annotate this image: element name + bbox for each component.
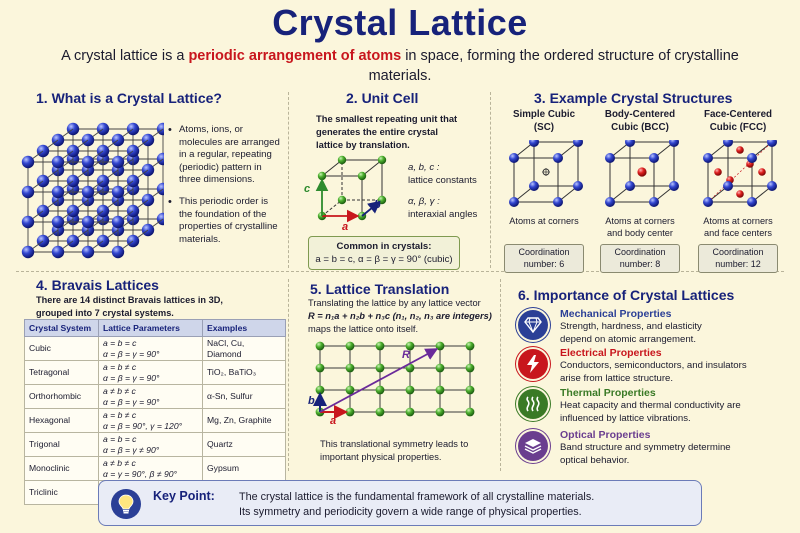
atom (82, 246, 94, 258)
atom (318, 172, 326, 180)
layers-icon (518, 431, 548, 461)
bullet: • This periodic order is the foundation of the properties of crystalline materials. (168, 196, 284, 246)
unit-cell-desc: The smallest repeating unit that generates the entire crystal lattice by translation. (316, 113, 458, 150)
s1-bullets (168, 124, 284, 255)
corner-atom (509, 153, 519, 163)
structure-cube-diagram (690, 140, 786, 212)
coordination-number-box (600, 244, 680, 273)
col-header: Examples (203, 320, 286, 337)
atom-position-note (496, 216, 592, 240)
vector-label-R: R (402, 349, 410, 361)
param-line2: α = γ = 90°, β ≠ 90° (103, 468, 177, 479)
param-line2: α = β = 90°, γ = 120° (103, 420, 183, 431)
corner-atom (767, 181, 777, 191)
coord-line2: number: 8 (619, 258, 661, 269)
corner-atom (669, 140, 679, 147)
face-center-atom (736, 190, 744, 198)
bravais-desc-line1: There are 14 distinct Bravais lattices in 3D, (36, 295, 223, 305)
axis-label-b: b (374, 199, 381, 211)
atom (112, 216, 124, 228)
translation-footnote (320, 438, 498, 464)
translation-desc-line3: maps the lattice onto itself. (308, 324, 419, 334)
lightbulb-icon (111, 489, 141, 519)
corner-atom (649, 153, 659, 163)
param-line1: a = b ≠ c (103, 410, 137, 420)
lattice-grid (316, 342, 475, 417)
atom (112, 186, 124, 198)
lattice-point (376, 342, 385, 351)
lattice-point (466, 408, 475, 417)
vector-label-b: b (308, 395, 315, 407)
structure-name-line2: Cubic (BCC) (611, 121, 669, 133)
angle-line1: α, β, γ : (408, 196, 440, 207)
atom-position-note (690, 216, 786, 240)
corner-atom (669, 181, 679, 191)
structure-name-line2: Cubic (FCC) (709, 121, 767, 133)
lattice-params-cell (99, 457, 203, 481)
intro-text (60, 46, 740, 86)
intro-highlight: periodic arrangement of atoms (188, 48, 402, 64)
crystal-system-cell: Tetragonal (25, 361, 99, 385)
lattice-point (346, 386, 355, 395)
corner-atom (649, 197, 659, 207)
bravais-desc-line2: grouped into 7 crystal systems. (36, 308, 174, 318)
atom-note-line1: Atoms at corners (509, 216, 579, 226)
corner-atom (703, 197, 713, 207)
atom (52, 186, 64, 198)
lattice-point (436, 386, 445, 395)
structure-card (496, 109, 592, 271)
corner-atom (625, 181, 635, 191)
coordination-number-box (504, 244, 584, 273)
common-crystals-box (308, 236, 460, 270)
lattice-point (346, 342, 355, 351)
key-line1: The crystal lattice is the fundamental framework of all crystalline materials. (239, 491, 595, 503)
atom (82, 156, 94, 168)
coord-line1: Coordination (712, 247, 764, 257)
crystal-system-cell: Monoclinic (25, 457, 99, 481)
table-row (25, 361, 286, 385)
lattice-point (466, 386, 475, 395)
desc-line2: depend on atomic arrangement. (560, 333, 696, 345)
lattice-point (406, 386, 415, 395)
common-eq: a = b = c, α = β = γ = 90° (cubic) (315, 254, 453, 265)
corner-atom (625, 140, 635, 147)
atom (52, 246, 64, 258)
atom-note-line1: Atoms at corners (605, 216, 675, 226)
key-line2: Its symmetry and periodicity govern a wide range of physical properties. (239, 506, 582, 518)
lattice-point (346, 364, 355, 373)
importance-heading: Electrical Properties (560, 347, 662, 359)
atom (358, 172, 366, 180)
lattice-params-cell (99, 361, 203, 385)
heat-waves-icon (518, 389, 548, 419)
angle-line2: interaxial angles (408, 209, 478, 220)
table-row (25, 337, 286, 361)
desc-line2: influenced by lattice vibrations. (560, 412, 691, 424)
translation-desc-line1: Translating the lattice by any lattice vector (308, 298, 481, 308)
atom-note-line2: and body center (607, 227, 673, 238)
diamond-icon (518, 310, 548, 340)
atom (22, 246, 34, 258)
section-title: 3. Example Crystal Structures (534, 90, 733, 106)
axis-label-a: a (342, 221, 349, 232)
examples-cell: Gypsum (203, 457, 286, 481)
face-center-atom (714, 168, 722, 176)
translation-foot-line1: This translational symmetry leads to (320, 439, 469, 449)
corner-atom (509, 197, 519, 207)
param-line1: a ≠ b ≠ c (103, 458, 136, 468)
atom (22, 186, 34, 198)
intro-before: A crystal lattice is a (61, 48, 189, 64)
body-center-atom (637, 167, 646, 176)
param-line2: α = β = γ = 90° (103, 348, 160, 359)
desc-line1: Heat capacity and thermal conductivity are (560, 400, 741, 411)
lattice-3d-diagram (14, 110, 164, 260)
lattice-point (436, 364, 445, 373)
atom (22, 156, 34, 168)
vector-label-a: a (330, 415, 337, 427)
desc-line1: Band structure and symmetry determine (560, 442, 731, 453)
divider (288, 92, 289, 268)
lattice-params-cell (99, 385, 203, 409)
corner-atom (573, 181, 583, 191)
const-line2: lattice constants (408, 175, 477, 186)
section-title: 1. What is a Crystal Lattice? (36, 90, 222, 106)
structure-cube-diagram (592, 140, 688, 212)
key-point-text (239, 490, 694, 520)
atom (52, 216, 64, 228)
crystal-system-cell: Orthorhombic (25, 385, 99, 409)
unit-cell-diagram (300, 152, 400, 232)
atom (378, 156, 386, 164)
atom (112, 246, 124, 258)
lattice-point (376, 408, 385, 417)
corner-atom (553, 153, 563, 163)
atom (22, 216, 34, 228)
desc-line1: Strength, hardness, and elasticity (560, 321, 702, 332)
atom-note-line2: and face centers (704, 227, 772, 238)
importance-item (518, 347, 788, 385)
corner-atom (573, 140, 583, 147)
desc-line2: arise from lattice structure. (560, 372, 674, 384)
lattice-point (466, 342, 475, 351)
key-point-label: Key Point: (153, 489, 215, 503)
intro-after: in space, forming the ordered structure of crystalline materials. (368, 48, 739, 84)
translation-desc-line2: R = n₁a + n₂b + n₃c (n₁, n₂, n₃ are integers) (308, 311, 492, 321)
translation-grid-diagram (306, 338, 496, 430)
lattice-params-cell (99, 337, 203, 361)
structure-name (690, 109, 786, 134)
coord-line1: Coordination (614, 247, 666, 257)
structure-card (690, 109, 786, 271)
atom (112, 156, 124, 168)
section-title: 5. Lattice Translation (310, 281, 450, 297)
importance-item (518, 308, 788, 346)
structure-name-line1: Face-Centered (703, 109, 773, 120)
atom (338, 196, 346, 204)
corner-atom (529, 181, 539, 191)
desc-line2: optical behavior. (560, 454, 630, 466)
translation-desc (308, 297, 504, 336)
corner-atom (747, 197, 757, 207)
param-line1: a ≠ b ≠ c (103, 386, 136, 396)
lattice-constants-note (408, 161, 488, 221)
corner-atom (553, 197, 563, 207)
crystal-system-cell: Trigonal (25, 433, 99, 457)
lattice-params-cell (99, 433, 203, 457)
vector-R-arrow (320, 350, 435, 412)
corner-atom (703, 153, 713, 163)
divider (288, 279, 289, 471)
corner-atom (529, 140, 539, 147)
examples-cell: Mg, Zn, Graphite (203, 409, 286, 433)
table-row (25, 457, 286, 481)
lattice-point (316, 386, 325, 395)
page-title: Crystal Lattice (272, 2, 528, 43)
crystal-system-cell: Triclinic (25, 481, 99, 505)
table-row (25, 385, 286, 409)
importance-heading: Mechanical Properties (560, 308, 672, 320)
bullet: • Atoms, ions, or molecules are arranged in a regular, repeating (periodic) pattern in three dimensions. (168, 124, 284, 187)
param-line1: a = b ≠ c (103, 362, 137, 372)
face-center-atom (758, 168, 766, 176)
importance-heading: Optical Properties (560, 429, 651, 441)
corner-atom (723, 140, 733, 147)
lattice-point (406, 408, 415, 417)
col-header: Lattice Parameters (99, 320, 203, 337)
examples-cell: α-Sn, Sulfur (203, 385, 286, 409)
coord-line1: Coordination (518, 247, 570, 257)
section-title: 6. Importance of Crystal Lattices (518, 287, 735, 303)
importance-desc (560, 442, 788, 467)
structure-name-line2: (SC) (533, 121, 555, 133)
param-line1: a = b = c (103, 434, 137, 444)
lattice-point (436, 342, 445, 351)
atom (82, 216, 94, 228)
param-line2: α = β = γ ≠ 90° (103, 444, 160, 455)
examples-cell: NaCl, Cu, Diamond (203, 337, 286, 361)
importance-desc (560, 400, 788, 425)
lattice-params-cell (99, 409, 203, 433)
param-line2: α = β = γ = 90° (103, 396, 160, 407)
corner-atom (747, 153, 757, 163)
structure-cube-diagram (496, 140, 592, 212)
importance-item (518, 429, 788, 467)
corner-atom (723, 181, 733, 191)
crystal-system-cell: Cubic (25, 337, 99, 361)
corner-atom (767, 140, 777, 147)
corner-atom (605, 197, 615, 207)
structure-name (592, 109, 688, 134)
crystal-system-cell: Hexagonal (25, 409, 99, 433)
lattice-point (316, 364, 325, 373)
atom (82, 186, 94, 198)
structure-name-line1: Simple Cubic (512, 109, 576, 120)
const-line1: a, b, c : (408, 162, 440, 173)
param-line2: α = β = γ = 90° (103, 372, 160, 383)
importance-desc (560, 360, 788, 385)
translation-foot-line2: important physical properties. (320, 452, 442, 462)
bravais-desc (36, 294, 286, 320)
lattice-point (466, 364, 475, 373)
atom (338, 156, 346, 164)
axis-label-c: c (304, 183, 311, 195)
lattice-point (376, 386, 385, 395)
divider (490, 92, 491, 268)
desc-line1: Conductors, semiconductors, and insulators (560, 360, 747, 371)
param-line1: a = b = c (103, 338, 137, 348)
coordination-number-box (698, 244, 778, 273)
examples-cell: TiO₂, BaTiO₃ (203, 361, 286, 385)
key-point-box (98, 480, 702, 526)
atom (52, 156, 64, 168)
examples-cell: Quartz (203, 433, 286, 457)
col-header: Crystal System (25, 320, 99, 337)
section-title: 2. Unit Cell (346, 90, 419, 106)
face-center-atom (736, 146, 744, 154)
coord-line2: number: 6 (523, 258, 565, 269)
coord-line2: number: 12 (715, 258, 761, 269)
bravais-table (24, 319, 286, 505)
table-row (25, 409, 286, 433)
atom-position-note (592, 216, 688, 240)
structure-name (496, 109, 592, 134)
structure-name-line1: Body-Centered (604, 109, 676, 120)
corner-atom (605, 153, 615, 163)
atom-note-line1: Atoms at corners (703, 216, 773, 226)
lattice-point (376, 364, 385, 373)
importance-item (518, 387, 788, 425)
section-title: 4. Bravais Lattices (36, 277, 159, 293)
structure-card (592, 109, 688, 271)
lattice-point (436, 408, 445, 417)
importance-heading: Thermal Properties (560, 387, 656, 399)
importance-desc (560, 321, 788, 346)
lattice-point (346, 408, 355, 417)
lattice-point (316, 342, 325, 351)
common-title: Common in crystals: (336, 241, 432, 252)
table-row (25, 433, 286, 457)
lightning-icon (518, 349, 548, 379)
